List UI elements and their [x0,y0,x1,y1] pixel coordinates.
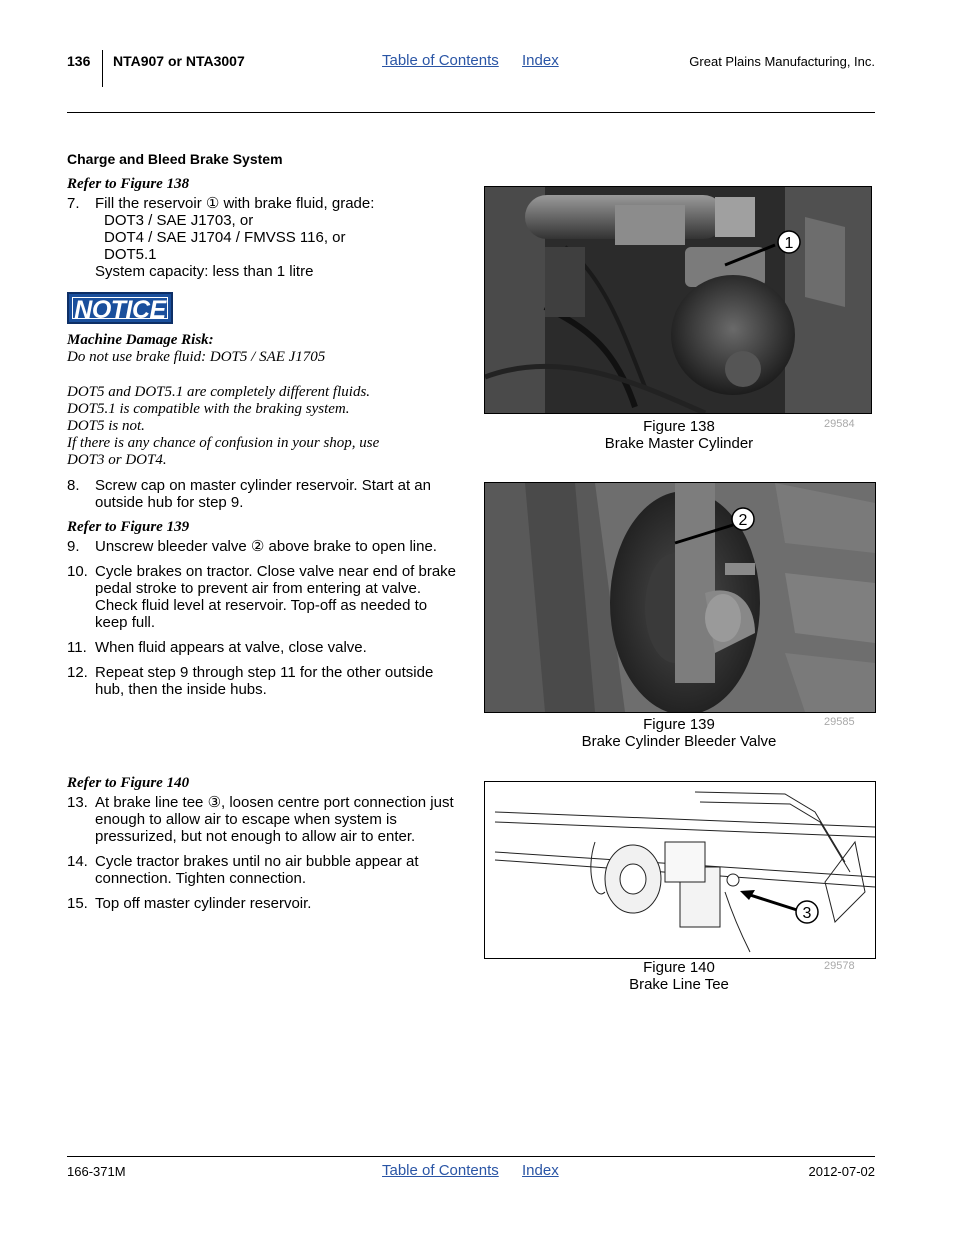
figure-ref-140: Refer to Figure 140 [67,775,190,791]
brake-bleeder-valve-image [485,483,875,712]
figure-138-photo [484,186,872,414]
grade-item: DOT3 / SAE J1703, or [104,212,254,229]
grade-item: DOT4 / SAE J1704 / FMVSS 116, or [104,229,346,246]
figure-139-caption [484,716,874,750]
step-13 [67,794,457,845]
footer-rule [67,1156,875,1157]
step-9 [67,538,457,555]
notice-line: If there is any chance of confusion in your shop, use [67,435,380,451]
capacity-text: System capacity: less than 1 litre [95,263,314,280]
header-divider [102,50,103,87]
step-text: Fill the reservoir ① with brake fluid, grade: [95,195,375,212]
step-number: 14. [67,853,88,870]
section-title: Charge and Bleed Brake System [67,151,283,167]
callout-3: 3 [802,905,812,922]
toc-link[interactable]: Table of Contents [382,52,499,69]
callout-1: 1 [784,235,794,252]
notice-line: DOT5 and DOT5.1 are completely different fluids. [67,384,371,400]
step-14 [67,853,457,887]
model-title: NTA907 or NTA3007 [113,53,245,69]
page-number: 136 [67,53,91,69]
step-11 [67,639,457,656]
figure-caption: Brake Line Tee [629,976,729,993]
brake-master-cylinder-image [485,187,871,413]
notice-line: Do not use brake fluid: DOT5 / SAE J1705 [67,349,326,365]
figure-id: 29578 [824,960,855,972]
doc-number: 166-371M [67,1164,126,1179]
step-number: 8. [67,477,80,494]
figure-label: Figure 138 [643,418,715,435]
notice-body [67,384,379,469]
notice-line: DOT5 is not. [67,418,145,434]
notice-badge: NOTICE [67,292,173,324]
step-number: 13. [67,794,88,811]
footer-index-link[interactable]: Index [522,1162,559,1179]
figure-label: Figure 140 [643,959,715,976]
step-text: At brake line tee ③, loosen centre port connection just enough to allow air to escape when system is pressurized, but not enough to allow air to enter. [95,794,454,845]
step-text: When fluid appears at valve, close valve. [95,639,367,656]
figure-140-drawing [484,781,876,959]
step-7 [67,195,457,280]
doc-date: 2012-07-02 [808,1164,875,1179]
brake-line-tee-diagram [485,782,875,958]
figure-138-caption [484,418,874,452]
step-text: Top off master cylinder reservoir. [95,895,312,912]
step-text: Screw cap on master cylinder reservoir. Start at an outside hub for step 9. [95,477,431,511]
step-number: 12. [67,664,88,681]
step-15 [67,895,457,912]
step-number: 7. [67,195,80,212]
step-12 [67,664,457,698]
notice-line: DOT3 or DOT4. [67,452,167,468]
step-8 [67,477,457,511]
figure-ref-138: Refer to Figure 138 [67,176,190,192]
footer-toc-link[interactable]: Table of Contents [382,1162,499,1179]
step-number: 10. [67,563,88,580]
figure-caption: Brake Cylinder Bleeder Valve [581,733,777,750]
figure-ref-139: Refer to Figure 139 [67,519,190,535]
step-text: Unscrew bleeder valve ② above brake to open line. [95,538,437,555]
step-text: Cycle brakes on tractor. Close valve near end of brake pedal stroke to prevent air from entering at valve. Check fluid level at reservoir. Top-off as needed to keep full. [95,563,457,631]
figure-id: 29585 [824,716,855,728]
figure-caption: Brake Master Cylinder [604,435,754,452]
step-number: 15. [67,895,88,912]
step-text: Cycle tractor brakes until no air bubble appear at connection. Tighten connection. [95,853,419,887]
step-text: Repeat step 9 through step 11 for the other outside hub, then the inside hubs. [95,664,434,698]
notice-title: Machine Damage Risk: [67,332,214,348]
notice-line: DOT5.1 is compatible with the braking system. [67,401,350,417]
company-name: Great Plains Manufacturing, Inc. [689,54,875,69]
callout-2: 2 [738,512,748,529]
figure-139-photo [484,482,876,713]
step-number: 11. [67,639,87,656]
figure-label: Figure 139 [643,716,715,733]
step-number: 9. [67,538,80,555]
step-10 [67,563,457,631]
figure-140-caption [484,959,874,993]
index-link[interactable]: Index [522,52,559,69]
figure-id: 29584 [824,418,855,430]
grade-item: DOT5.1 [104,246,157,263]
header-rule [67,112,875,113]
